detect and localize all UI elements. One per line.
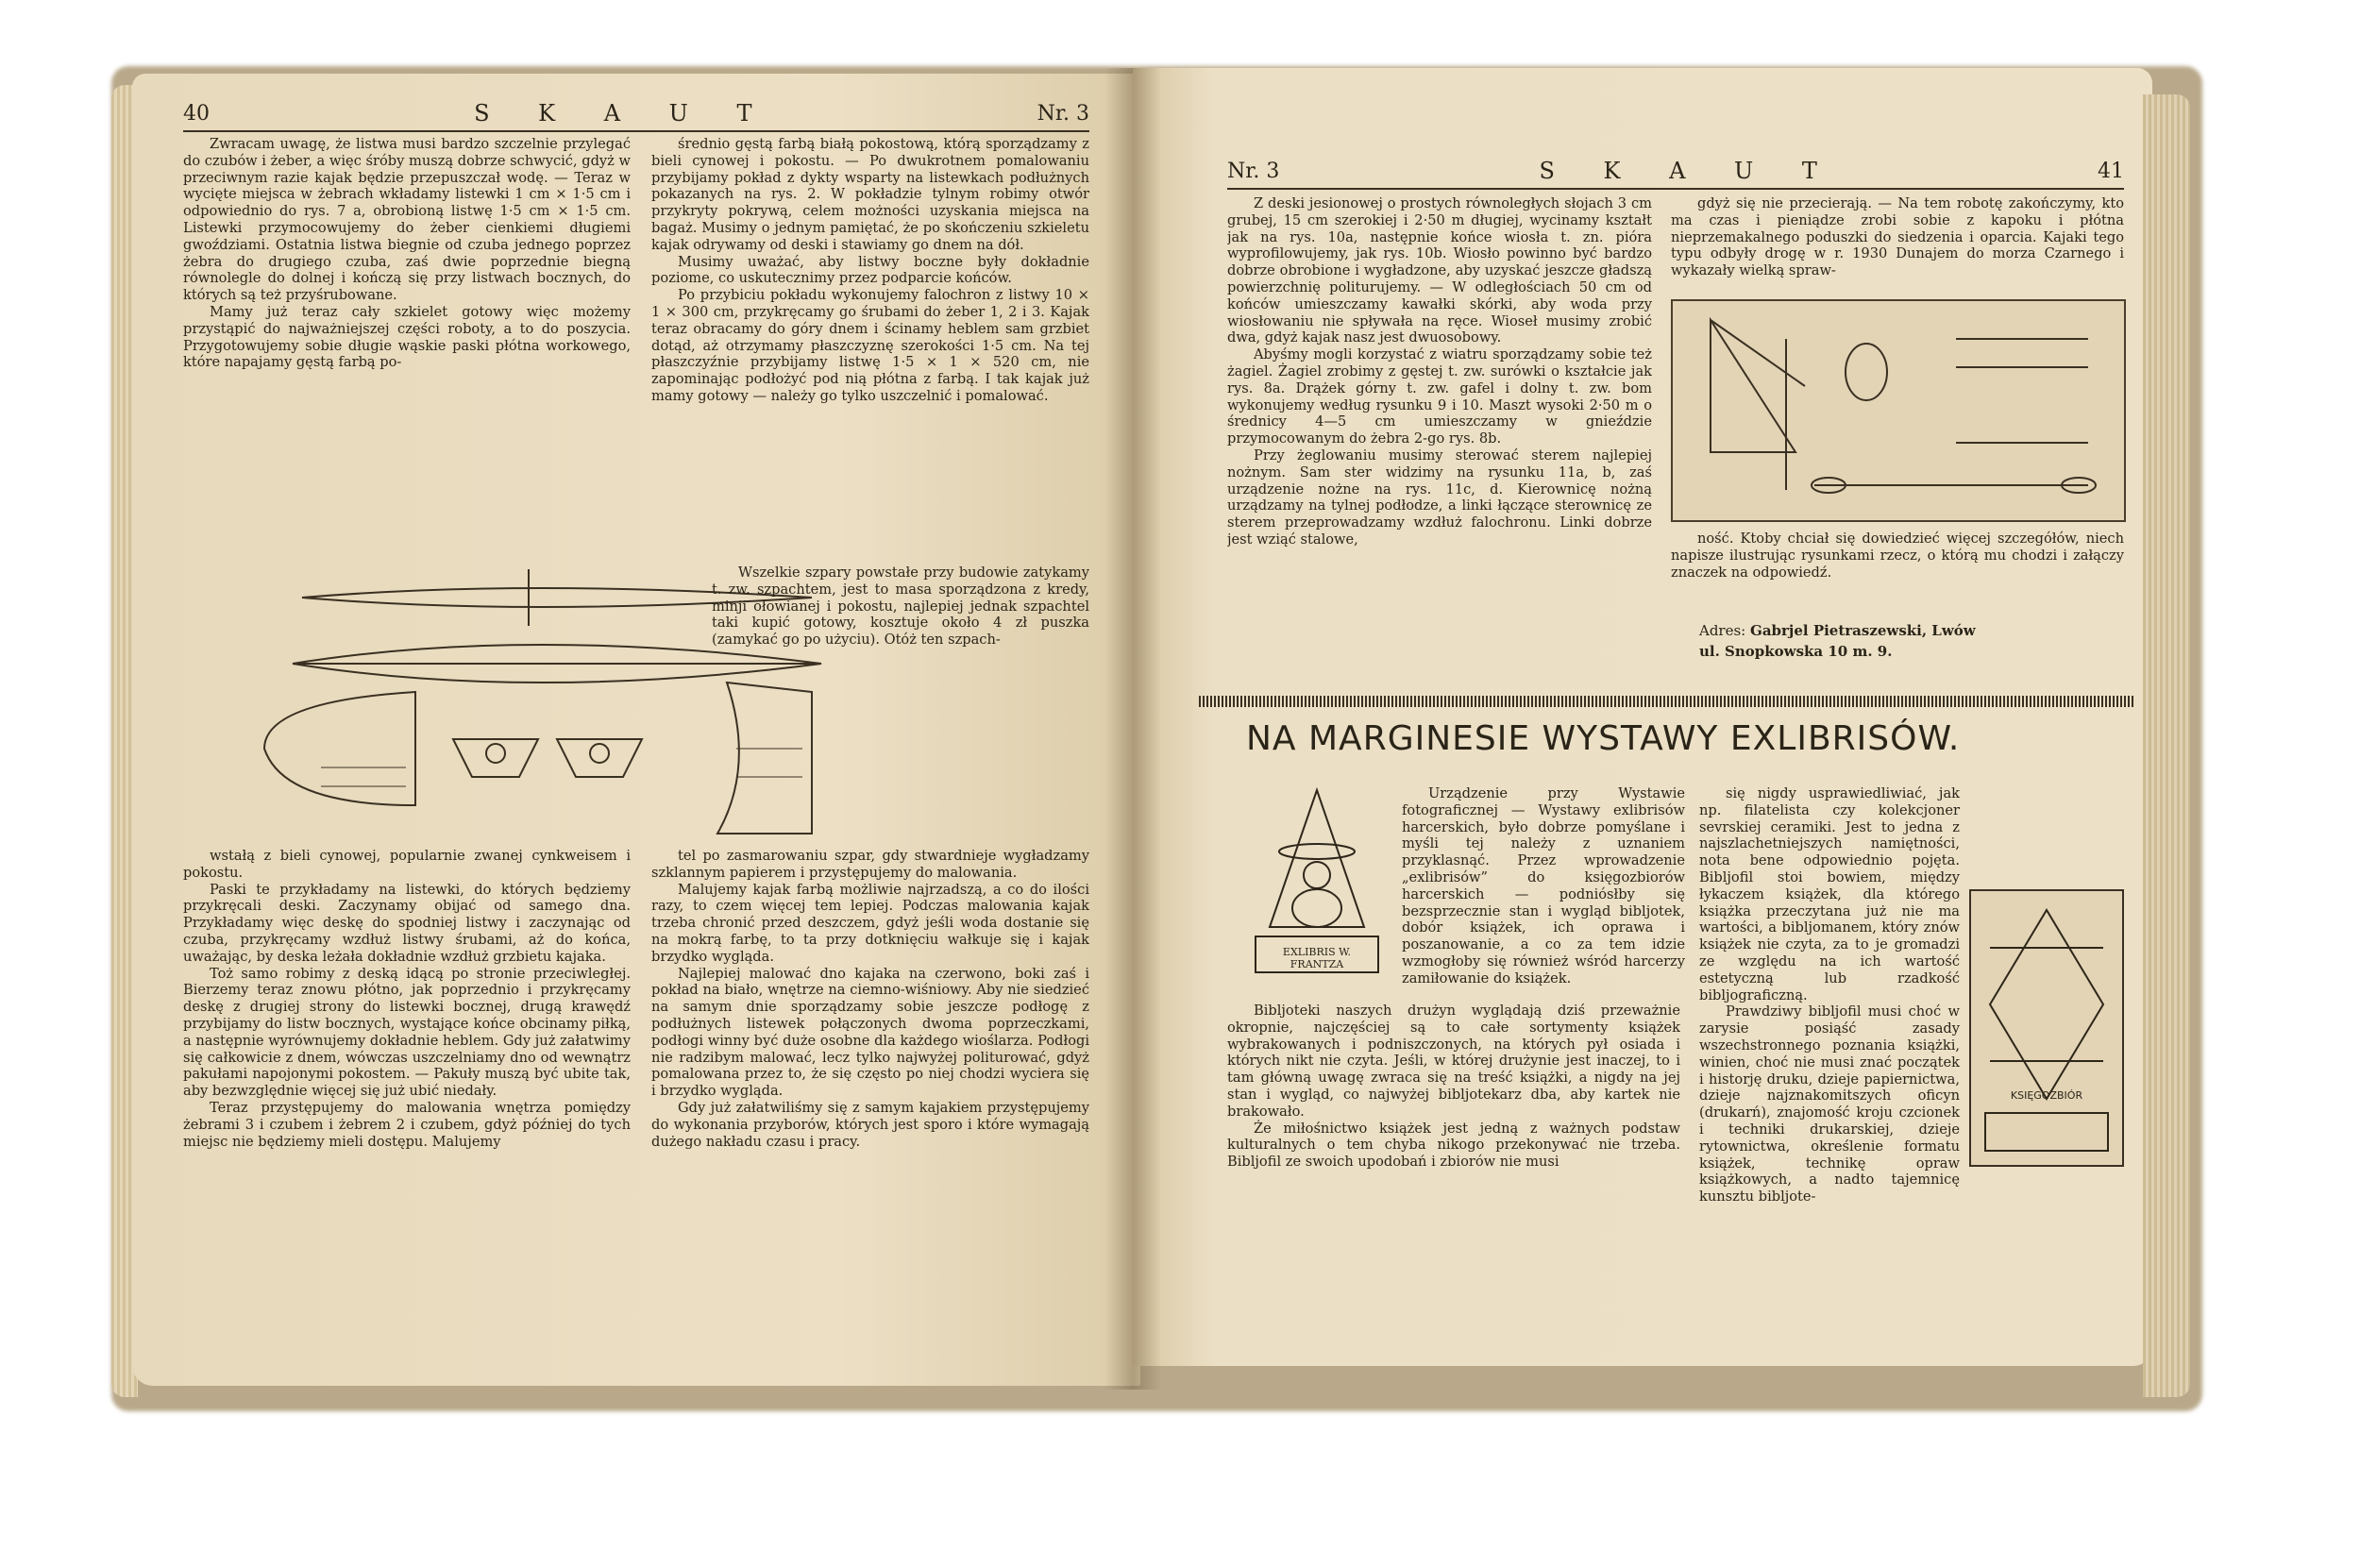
- right-page: [1133, 68, 2152, 1366]
- exlibris2-svg: [1971, 891, 2122, 1165]
- article-headline: NA MARGINESIE WYSTAWY EXLIBRISÓW.: [1246, 719, 1961, 758]
- magazine-title: S K A U T: [1539, 158, 1838, 184]
- page-number: 41: [2097, 159, 2124, 183]
- left-col2-top: średnio gęstą farbą białą pokostową, którą sporządzamy z bieli cynowej i pokostu. — Po dwukrotnem pomalowaniu przybijamy pokład z dykty wsparty na listewkach podłużnych pokazanych na rys. 2. W pokładzie tylnym robimy otwór przykryty pokrywą, celem możności uzyskania miejsca na bagaż. Musimy o jednym pamiętać, że po skończeniu szkieletu kajak odrywamy od deski i stawiamy go dnem na dół. Musimy uważać, aby listwy boczne były dokładnie poziome, co uskutecznimy przez podparcie końców. Po przybiciu pokładu wykonujemy falochron z listwy 10 × 1 × 300 cm, przykręcamy go śrubami do żeber 1, 2 i 3. Kajak teraz obracamy do góry dnem i ścinamy heblem sam grzbiet dotąd, aż otrzymamy płaszczyznę szerokości 1·5 cm. Na tej płaszczyźnie przybijamy listwę 1·5 × 1 × 520 cm, nie zapominając podłożyć pod nią płótna z farbą. I tak kajak już mamy gotowy — należy go tylko uszczelnić i pomalować.: [651, 136, 1089, 404]
- left-page: [132, 74, 1140, 1386]
- left-page-header: [183, 100, 1089, 132]
- paddle-sail-drawing: [1671, 299, 2126, 522]
- right-page-header: [1227, 158, 2124, 190]
- right-col2-top: gdyż się nie przecierają. — Na tem robotę zakończymy, kto ma czas i pieniądze zrobi sobie z kapoku i płótna nieprzemakalnego poduszki do siedzenia i oparcia. Kajaki tego typu odbyły drogę w r. 1930 Dunajem do morza Czarnego i wykazały wielką spraw-: [1671, 195, 2124, 279]
- paddle-sail-svg: [1673, 301, 2124, 520]
- article-col2: KSIĘGOZBIÓR się nigdy usprawiedliwiać, jak np. filatelista czy kolekcjoner sevrskiej ceramiki. Jest to jedna z najszlachetniejszych namiętności, nota bene odpowiednio pojęta. Bibljofil stoi bowiem, między łykaczem książek, dla którego książka przeczytana już nie ma wartości, a bibljomanem, który znów książek nie czyta, za to je gromadzi ze względu na ich wartość estetyczną lub rzadkość bibljograficzną. Prawdziwy bibljofil musi choć w zarysie posiąść zasady wszechstronnego poznania książki, winien, choć nie musi znać początek i historję druku, dzieje papiernictwa, dzieje najznakomitszych oficyn (drukarń), znajomość kroju czcionek i techniki drukarskiej, dzieje rytownictwa, określenie formatu książek, technikę opraw książkowych, a nadto tajemnicę kunsztu bibljote-: [1699, 785, 2124, 1352]
- left-col1-top: Zwracam uwagę, że listwa musi bardzo szczelnie przylegać do czubów i żeber, a więc śróby muszą dobrze schwycić, gdyż w przeciwnym razie kajak będzie przepuszczał wodę. — Teraz w wycięte miejsca w żebrach wkładamy listewki 1 cm × 1·5 cm i odpowiednio do rys. 7 a, obrobioną listwę 1·5 cm × 1·5 cm. Listewki przymocowujemy do żeber cienkiemi długiemi gwoździami. Ostatnia listwa biegnie od czuba jednego poprzez żebra do drugiego czuba, zaś dwie poprzednie biegną równolegle do dolnej i kończą się przy listwach bocznych, do których są też przyśrubowane. Mamy już teraz cały szkielet gotowy więc możemy przystąpić do najważniejszej części roboty, a to do poszycia. Przygotowujemy sobie długie wąskie paski płótna workowego, które napajamy gęstą farbą po-: [183, 136, 631, 371]
- book-gutter: [1104, 68, 1161, 1390]
- issue-number: Nr. 3: [1037, 101, 1089, 126]
- magazine-title: S K A U T: [474, 100, 773, 126]
- contact-address: Adres: Gabrjel Pietraszewski, Lwów ul. Snopkowska 10 m. 9.: [1699, 622, 1976, 660]
- exlibris-image-2: [1969, 889, 2124, 1167]
- article-col1: Bibljoteki naszych drużyn wyglądają dziś przeważnie okropnie, najczęściej są to całe sortymenty książek wybrakowanych i podniszczonych, na których pył osiada i których nikt nie czyta. Jeśli, w której drużynie jest inaczej, to i tam główną uwagę zwraca się na treść książki, a nigdy na jej stan i wygląd, co najwyżej bibljotekarz dba, aby kartek nie brakowało. Że miłośnictwo książek jest jedną z ważnych podstaw kulturalnych o tem chyba nikogo przekonywać nie trzeba. Bibljofil ze swoich upodobań i zbiorów nie musi: [1227, 1003, 1680, 1171]
- issue-number: Nr. 3: [1227, 159, 1280, 183]
- exlibris2-caption: KSIĘGOZBIÓR: [2010, 1089, 2083, 1102]
- exlibris1-caption: EXLIBRIS W. FRANTZA: [1282, 946, 1352, 970]
- right-col2-after-fig: ność. Ktoby chciał się dowiedzieć więcej szczegółów, niech napisze ilustrując rysunkami rzecz, o którą mu chodzi i załączy znaczek na odpowiedź.: [1671, 531, 2124, 581]
- left-col1-bottom: wstałą z bieli cynowej, popularnie zwanej cynkweisem i pokostu. Paski te przykładamy na listewki, do których będziemy przykręcali deski. Zaczynamy obijać od samego dna. Przykładamy więc deskę do spodniej listwy i zaczynając od czuba, przykręcamy wzdłuż listwy śrubami, aż do końca, uważając, by deska leżała dokładnie wzdłuż grzbietu kajaka. Toż samo robimy z deską idącą po stronie przeciwległej. Bierzemy teraz znowu płótno, jak poprzednio i przykręcamy deskę z drugiej strony do listewki bocznej, drugą krawędź przybijamy do listw bocznych, wystające końce obcinamy piłką, a następnie wyrównujemy dokładnie heblem. Gdy już załatwimy się całkowicie z dnem, wówczas uszczelniamy dno od wewnątrz pakułami napojonymi pokostem. — Pakuły muszą być ubite tak, aby bezwzględnie więcej się już ubić niedały. Teraz przystępujemy do malowania wnętrza pomiędzy żebrami 3 i czubem i żebrem 2 i czubem, gdyż później do tych miejsc nie będziemy mieli dostępu. Malujemy: [183, 848, 631, 1150]
- page-edges-right: [2143, 94, 2190, 1397]
- right-col1: Z deski jesionowej o prostych równoległych słojach 3 cm grubej, 15 cm szerokiej i 2·50 m długiej, wycinamy kształt jak na rys. 10a, następnie końce wiosła t. zn. pióra wyprofilowujemy, jak rys. 10b. Wiosło powinno być bardzo dobrze obrobione i wygładzone, aby uzyskać jeszcze gładszą powierzchnię politurujemy. — W odległościach 50 cm od końców umieszczamy kawałki skórki, aby woda przy wiosłowaniu nie spływała na ręce. Wioseł musimy zrobić dwa, gdyż kajak nasz jest dwuosobowy. Abyśmy mogli korzystać z wiatru sporządzamy sobie też żagiel. Żagiel zrobimy z gęstej t. zw. surówki o kształcie jak rys. 8a. Drążek górny t. zw. gafel i dolny t. zw. bom wykonujemy według rysunku 9 i 10. Maszt wysoki 2·50 m o średnicy 4—5 cm umieszczamy w gnieździe przymocowanym do żebra 2-go rys. 8b. Przy żeglowaniu musimy sterować sterem najlepiej nożnym. Sam ster widzimy na rysunku 11a, b, zaś urządzenie nożne na rys. 11c, d. Kierownicę nożną urządzamy na tylnej podłodze, a linki łączące sterownicę ze sterem przeprowadzamy wzdłuż falochronu. Linki dobrze jest wziąć stalowe,: [1227, 195, 1652, 548]
- section-divider: [1199, 696, 2133, 707]
- left-col2-mid: Wszelkie szpary powstałe przy budowie zatykamy t. zw. szpachtem, jest to masa sporządzona z kredy, minji ołowianej i pokostu, najlepiej jednak szpachtel taki kupić gotowy, kosztuje około 4 zł puszka (zamykać go po użyciu). Otóż ten szpach-: [712, 565, 1089, 649]
- article-col1-top: Urządzenie przy Wystawie fotograficznej — Wystawy exlibrisów harcerskich, było dobrze pomyślane i myśli tej należy z uznaniem przyklasnąć. Przez wprowadzenie „exlibrisów” do księgozbiorów harcerskich — podniósłby się bezsprzecznie stan i wygląd bibljotek, dobór książek, ich oprawa i poszanowanie, a co za tem idzie wzmogłoby się również wśród harcerzy zamiłowanie do książek.: [1402, 785, 1685, 986]
- page-number: 40: [183, 101, 210, 126]
- left-col2-bottom: tel po zasmarowaniu szpar, gdy stwardnieje wygładzamy szklannym papierem i przystępujemy do malowania. Malujemy kajak farbą możliwie najrzadszą, a co do ilości razy, to czem więcej tem lepiej. Podczas malowania kajak trzeba chronić przed deszczem, gdyż jeśli woda dostanie się na mokrą farbę, to ta przy dotknięciu wałkuje się i kajak brzydko wygląda. Najlepiej malować dno kajaka na czerwono, boki zaś i pokład na biało, wnętrze na ciemno-wiśniowy. Aby nie siedzieć na samym dnie sporządzamy sobie jeszcze podłogę z podłużnych listewek połączonych dwoma poprzeczkami, podłogi winny być duże osobne dla każdego wioślarza. Podłogi nie radzibym malować, lecz tylko najwyżej politurować, gdyż pomalowana przez to, że się często po niej chodzi wyciera się i brzydko wygląda. Gdy już załatwiliśmy się z samym kajakiem przystępujemy do wykonania przyborów, których jest sporo i które wymagają dużego nakładu czasu i pracy.: [651, 848, 1089, 1150]
- exlibris-image-1: [1251, 785, 1383, 993]
